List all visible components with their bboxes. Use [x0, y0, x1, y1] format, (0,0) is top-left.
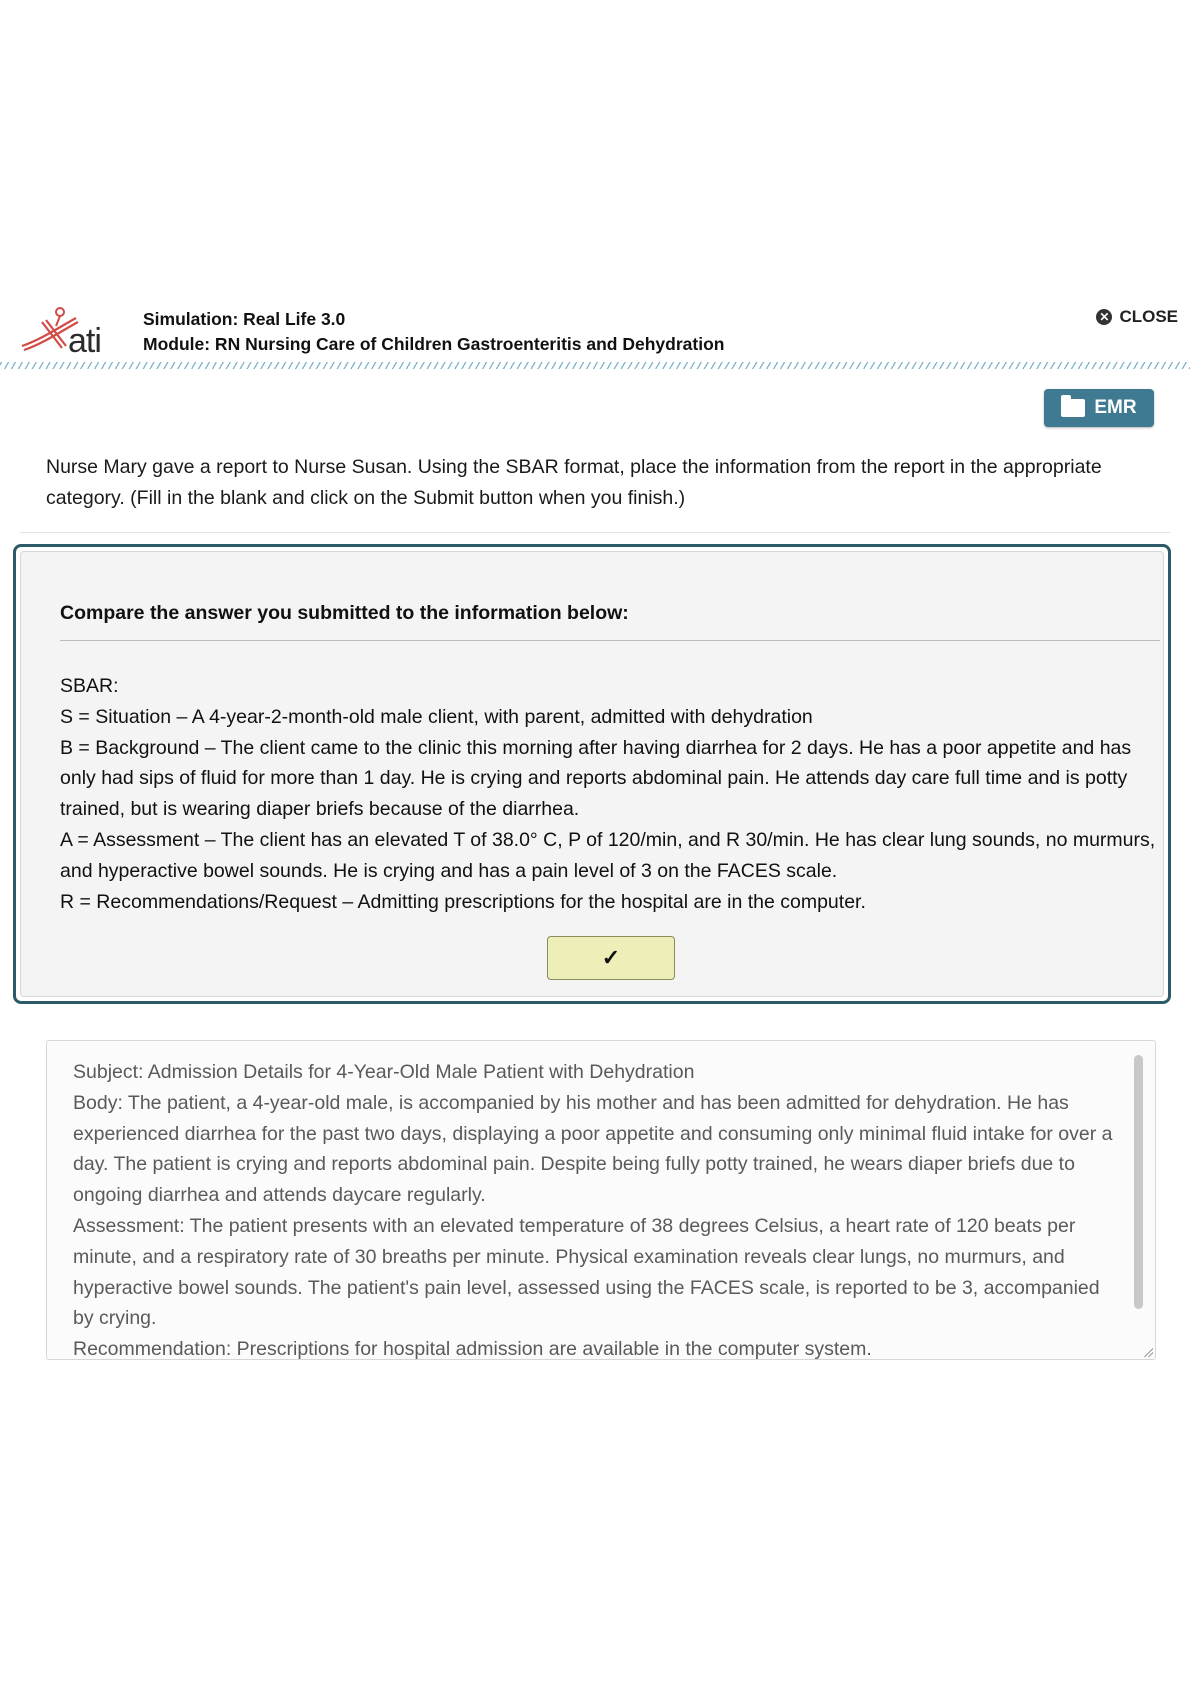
check-icon: ✓ — [601, 945, 621, 970]
close-button[interactable] — [1096, 307, 1178, 327]
textarea-scrollbar[interactable] — [1134, 1055, 1143, 1309]
sbar-recommendation: R = Recommendations/Request – Admitting prescriptions for the hospital are in the computer. — [60, 890, 866, 913]
sbar-situation: S = Situation – A 4-year-2-month-old male client, with parent, admitted with dehydration — [60, 705, 813, 728]
instructions-text: Nurse Mary gave a report to Nurse Susan. Using the SBAR format, place the information from the report in the appropriate category. (Fill in the blank and click on the Submit button when you finish.) — [46, 456, 1102, 509]
module-title: Module: RN Nursing Care of Children Gastroenteritis and Dehydration — [143, 334, 725, 354]
emr-button[interactable] — [1044, 389, 1154, 427]
close-circle-icon: ✕ — [1096, 309, 1112, 325]
emr-label: EMR — [1094, 397, 1137, 418]
feedback-panel-inner — [20, 551, 1164, 997]
feedback-panel — [13, 544, 1171, 1004]
simulation-title: Simulation: Real Life 3.0 — [143, 309, 346, 329]
header-titles — [143, 307, 724, 357]
sbar-assessment: A = Assessment – The client has an elevated T of 38.0° C, P of 120/min, and R 30/min. He has clear lung sounds, no murmurs, and hyperactive bowel sounds. He is crying and has a pain level of 3 on the FACES scale. — [60, 828, 1156, 882]
header-divider-stripe — [0, 362, 1190, 369]
logo-text: ati — [68, 322, 101, 360]
section-divider — [20, 532, 1170, 533]
submitted-answer-textarea[interactable] — [46, 1040, 1156, 1360]
textarea-resize-handle[interactable] — [1143, 1347, 1153, 1357]
folder-icon — [1061, 399, 1085, 417]
answer-recommendation: Recommendation: Prescriptions for hospital admission are available in the computer system. — [73, 1338, 872, 1360]
submitted-answer-text — [73, 1057, 1123, 1360]
sbar-content — [60, 671, 1170, 917]
ati-logo — [20, 302, 120, 360]
confirm-check-button[interactable] — [547, 936, 675, 980]
sbar-heading: SBAR: — [60, 675, 119, 697]
app-header — [0, 290, 1190, 366]
feedback-title-rule — [60, 640, 1160, 641]
answer-subject: Subject: Admission Details for 4-Year-Old Male Patient with Dehydration — [73, 1061, 695, 1083]
close-label: CLOSE — [1119, 307, 1178, 326]
answer-assessment: Assessment: The patient presents with an elevated temperature of 38 degrees Celsius, a heart rate of 120 beats per minute, and a respiratory rate of 30 breaths per minute. Physical examination reveals clear lungs, no murmurs, and hyperactive bowel sounds. The patient's pain level, assessed using the FACES scale, is reported to be 3, accompanied by crying. — [73, 1214, 1100, 1330]
answer-body: Body: The patient, a 4-year-old male, is accompanied by his mother and has been admitted for dehydration. He has experienced diarrhea for the past two days, displaying a poor appetite and consuming only minimal fluid intake for over a day. The patient is crying and reports abdominal pain. Despite being fully potty trained, he wears diaper briefs due to ongoing diarrhea and attends daycare regularly. — [73, 1091, 1113, 1207]
feedback-title: Compare the answer you submitted to the information below: — [60, 602, 629, 624]
sbar-background: B = Background – The client came to the clinic this morning after having diarrhea for 2 days. He has a poor appetite and has only had sips of fluid for more than 1 day. He is crying and reports abdominal pain. He attends day care full time and is potty trained, but is wearing diaper briefs because of the diarrhea. — [60, 736, 1132, 821]
